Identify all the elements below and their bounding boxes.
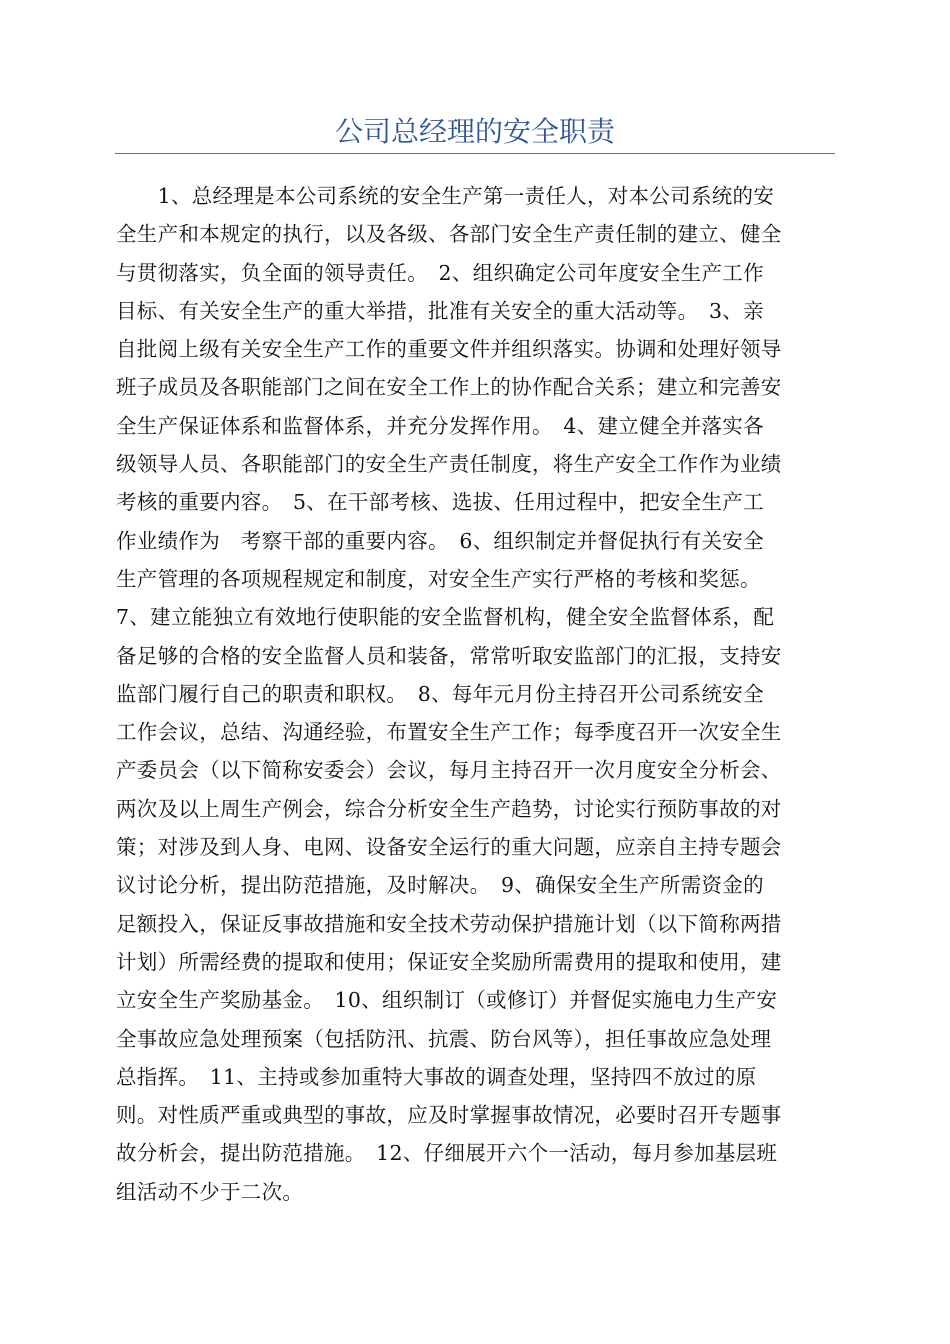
page-title: 公司总经理的安全职责 <box>334 115 615 148</box>
body-line: 备足够的合格的安全监督人员和装备，常常听取安监部门的汇报，支持安 <box>116 643 782 668</box>
body-line: 则。对性质严重或典型的事故，应及时掌握事故情况，必要时召开专题事 <box>116 1103 782 1128</box>
body-line: 与贯彻落实，负全面的领导责任。 2、组织确定公司年度安全生产工作 <box>116 260 764 285</box>
body-line: 全生产和本规定的执行，以及各级、各部门安全生产责任制的建立、健全 <box>116 222 782 247</box>
body-paragraph <box>116 177 832 1211</box>
body-line: 工作会议，总结、沟通经验，布置安全生产工作；每季度召开一次安全生 <box>116 720 782 745</box>
body-line: 故分析会，提出防范措施。 12、仔细展开六个一活动，每月参加基层班 <box>116 1141 778 1166</box>
body-line: 两次及以上周生产例会，综合分析安全生产趋势，讨论实行预防事故的对 <box>116 796 782 821</box>
body-line: 组活动不少于二次。 <box>116 1179 304 1204</box>
body-line: 考核的重要内容。 5、在干部考核、选拔、任用过程中，把安全生产工 <box>116 490 764 515</box>
body-line: 全事故应急处理预案（包括防汛、抗震、防台风等），担任事故应急处理 <box>116 1026 772 1051</box>
body-line: 产委员会（以下简称安委会）会议，每月主持召开一次月度安全分析会、 <box>116 758 782 783</box>
body-line: 总指挥。 11、主持或参加重特大事故的调查处理，坚持四不放过的原 <box>116 1064 757 1089</box>
body-line: 级领导人员、各职能部门的安全生产责任制度，将生产安全工作作为业绩 <box>116 452 782 477</box>
body-line: 全生产保证体系和监督体系，并充分发挥作用。 4、建立健全并落实各 <box>116 413 764 438</box>
body-line: 1、总经理是本公司系统的安全生产第一责任人，对本公司系统的安 <box>116 184 775 208</box>
body-line: 监部门履行自己的职责和职权。 8、每年元月份主持召开公司系统安全 <box>116 681 764 706</box>
body-line: 7、建立能独立有效地行使职能的安全监督机构，健全安全监督体系，配 <box>116 605 775 630</box>
body-line: 自批阅上级有关安全生产工作的重要文件并组织落实。协调和处理好领导 <box>116 337 782 362</box>
body-line: 足额投入，保证反事故措施和安全技术劳动保护措施计划（以下简称两措 <box>116 911 782 936</box>
body-line: 策；对涉及到人身、电网、设备安全运行的重大问题，应亲自主持专题会 <box>116 835 782 860</box>
title-underline <box>115 153 835 154</box>
body-line: 计划）所需经费的提取和使用；保证安全奖励所需费用的提取和使用，建 <box>116 949 782 974</box>
body-line: 议讨论分析，提出防范措施，及时解决。 9、确保安全生产所需资金的 <box>116 873 764 898</box>
body-line: 班子成员及各职能部门之间在安全工作上的协作配合关系；建立和完善安 <box>116 375 782 400</box>
body-line: 生产管理的各项规程规定和制度，对安全生产实行严格的考核和奖惩。 <box>116 566 761 591</box>
body-line: 目标、有关安全生产的重大举措，批准有关安全的重大活动等。 3、亲 <box>116 298 764 323</box>
body-line: 作业绩作为 考察干部的重要内容。 6、组织制定并督促执行有关安全 <box>116 528 764 553</box>
body-line: 立安全生产奖励基金。 10、组织制订（或修订）并督促实施电力生产安 <box>116 988 778 1013</box>
